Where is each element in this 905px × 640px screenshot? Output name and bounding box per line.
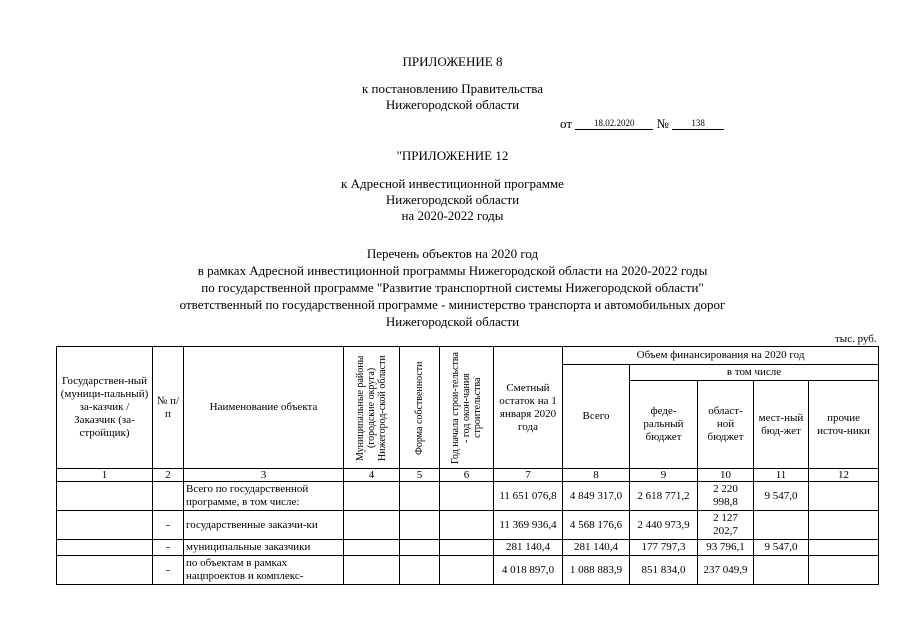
row-balance: 11 369 936,4 bbox=[494, 511, 563, 540]
col-number: 2 bbox=[153, 469, 184, 482]
doc-title-2: в рамках Адресной инвестиционной программы Нижегородской области на 2020-2022 годы bbox=[197, 263, 708, 278]
row-total: 4 849 317,0 bbox=[563, 482, 630, 511]
doc-title-3: по государственной программе "Развитие транспортной системы Нижегородской области" bbox=[201, 280, 704, 295]
appendix-line2: Нижегородской области bbox=[385, 97, 520, 112]
row-total: 4 568 176,6 bbox=[563, 511, 630, 540]
col-number: 6 bbox=[440, 469, 494, 482]
row-name: по объектам в рамках нацпроектов и комплекс- bbox=[184, 556, 344, 585]
header-regional: област-ной бюджет bbox=[698, 381, 754, 469]
row-local bbox=[754, 556, 809, 585]
row-name: муниципальные заказчики bbox=[184, 540, 344, 556]
header-federal: феде-ральный бюджет bbox=[630, 381, 698, 469]
table-row bbox=[57, 556, 879, 585]
appendix2-title: "ПРИЛОЖЕНИЕ 12 bbox=[396, 148, 509, 163]
row-balance: 281 140,4 bbox=[494, 540, 563, 556]
row-local bbox=[754, 511, 809, 540]
col-number: 10 bbox=[698, 469, 754, 482]
doc-title-1: Перечень объектов на 2020 год bbox=[366, 246, 539, 261]
header-including: в том числе bbox=[630, 365, 879, 381]
col-number: 3 bbox=[184, 469, 344, 482]
col-number: 7 bbox=[494, 469, 563, 482]
row-regional: 93 796,1 bbox=[698, 540, 754, 556]
col-number: 12 bbox=[809, 469, 879, 482]
row-local: 9 547,0 bbox=[754, 540, 809, 556]
date-prefix: от bbox=[560, 116, 573, 131]
row-federal: 851 834,0 bbox=[630, 556, 698, 585]
header-ownership: Форма собственности bbox=[414, 360, 425, 455]
appendix2-line3: на 2020-2022 годы bbox=[401, 208, 504, 223]
row-total: 281 140,4 bbox=[563, 540, 630, 556]
header-customer: Государствен-ный (муници-пальный) за-казчик / Заказчик (за-стройщик) bbox=[57, 347, 153, 469]
appendix-line1: к постановлению Правительства bbox=[361, 81, 544, 96]
row-num: - bbox=[153, 556, 184, 585]
row-regional: 2 220 998,8 bbox=[698, 482, 754, 511]
row-federal: 177 797,3 bbox=[630, 540, 698, 556]
resolution-date: 18.02.2020 bbox=[575, 118, 653, 130]
header-name: Наименование объекта bbox=[184, 347, 344, 469]
appendix2-line1: к Адресной инвестиционной программе bbox=[341, 176, 564, 191]
resolution-number: 138 bbox=[672, 118, 724, 130]
row-other bbox=[809, 482, 879, 511]
row-balance: 11 651 076,8 bbox=[494, 482, 563, 511]
table-row bbox=[57, 511, 879, 540]
table-row bbox=[57, 540, 879, 556]
row-local: 9 547,0 bbox=[754, 482, 809, 511]
col-number: 1 bbox=[57, 469, 153, 482]
header-district: Муниципальные районы (городские округа) Нижегород-ской области bbox=[355, 354, 388, 461]
row-total: 1 088 883,9 bbox=[563, 556, 630, 585]
row-num: - bbox=[153, 540, 184, 556]
row-num: - bbox=[153, 511, 184, 540]
resolution-signature bbox=[560, 116, 724, 132]
header-balance: Сметный остаток на 1 января 2020 года bbox=[494, 347, 563, 469]
row-federal: 2 618 771,2 bbox=[630, 482, 698, 511]
col-number: 11 bbox=[754, 469, 809, 482]
row-name: Всего по государственной программе, в том числе: bbox=[184, 482, 344, 511]
header-financing: Объем финансирования на 2020 год bbox=[563, 347, 879, 365]
row-balance: 4 018 897,0 bbox=[494, 556, 563, 585]
column-numbers-row bbox=[57, 469, 879, 482]
row-other bbox=[809, 511, 879, 540]
col-number: 4 bbox=[344, 469, 400, 482]
table-row bbox=[57, 482, 879, 511]
appendix-title: ПРИЛОЖЕНИЕ 8 bbox=[402, 54, 503, 69]
unit-label: тыс. руб. bbox=[835, 333, 877, 345]
row-other bbox=[809, 556, 879, 585]
number-prefix: № bbox=[656, 116, 669, 131]
header-years: Год начала строи-тельства - год окон-чания строительства bbox=[450, 351, 483, 464]
row-regional: 237 049,9 bbox=[698, 556, 754, 585]
doc-title-4: ответственный по государственной программе - министерство транспорта и автомобильных дорог bbox=[179, 297, 726, 312]
row-num bbox=[153, 482, 184, 511]
header-local: мест-ный бюд-жет bbox=[754, 381, 809, 469]
col-number: 5 bbox=[400, 469, 440, 482]
header-other: прочие источ-ники bbox=[809, 381, 879, 469]
col-number: 9 bbox=[630, 469, 698, 482]
row-name: государственные заказчи-ки bbox=[184, 511, 344, 540]
appendix2-line2: Нижегородской области bbox=[385, 192, 520, 207]
objects-table bbox=[56, 346, 879, 585]
doc-title-5: Нижегородской области bbox=[385, 314, 520, 329]
header-total: Всего bbox=[563, 365, 630, 469]
row-federal: 2 440 973,9 bbox=[630, 511, 698, 540]
col-number: 8 bbox=[563, 469, 630, 482]
row-other bbox=[809, 540, 879, 556]
row-regional: 2 127 202,7 bbox=[698, 511, 754, 540]
header-num: № п/п bbox=[153, 347, 184, 469]
